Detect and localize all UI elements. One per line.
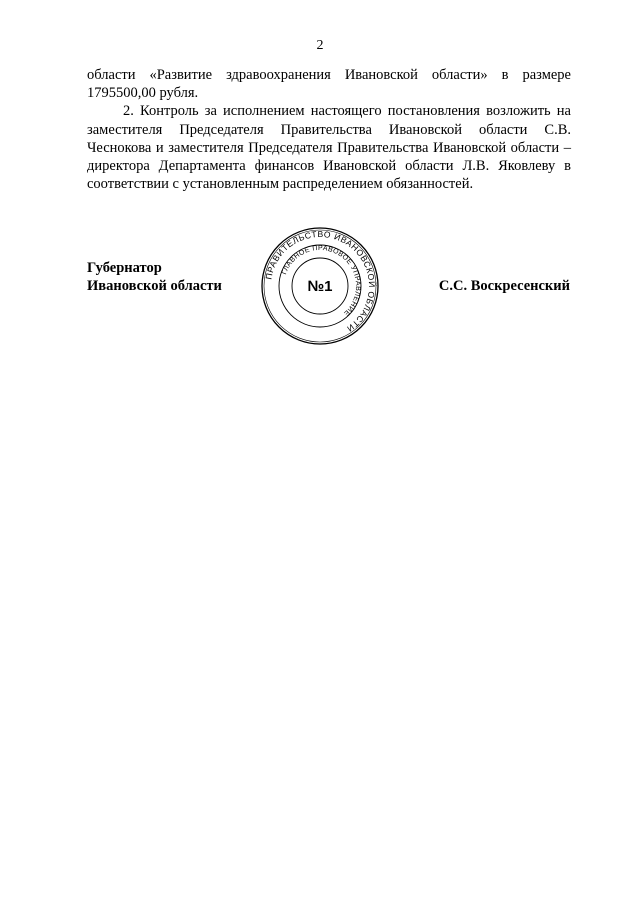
signature-block <box>87 259 222 295</box>
paragraph-1: области «Развитие здравоохранения Ивановской области» в размере 1795500,00 рубля. <box>87 67 571 102</box>
signatory-name: С.С. Воскресенский <box>438 278 570 294</box>
official-seal <box>259 225 381 347</box>
signatory-title-line2: Ивановской области <box>87 278 222 294</box>
seal-inner-text: ГЛАВНОЕ ПРАВОВОЕ УПРАВЛЕНИЕ <box>281 244 362 318</box>
seal-center-number: №1 <box>307 278 333 295</box>
paragraph-2: 2. Контроль за исполнением настоящего постановления возложить на заместителя Председателя Правительства Ивановской области С.В. Чеснокова и заместителя Председателя Правительства Ивановской области – директора Департамента финансов Ивановской области Л.В. Яковлеву в соответствии с установленным распределением обязанностей. <box>87 103 571 193</box>
seal-outer-text: ПРАВИТЕЛЬСТВО ИВАНОВСКОЙ ОБЛАСТИ <box>263 228 378 335</box>
signatory-title-line1: Губернатор <box>87 260 162 276</box>
document-body <box>87 66 571 193</box>
page-number: 2 <box>316 38 324 53</box>
